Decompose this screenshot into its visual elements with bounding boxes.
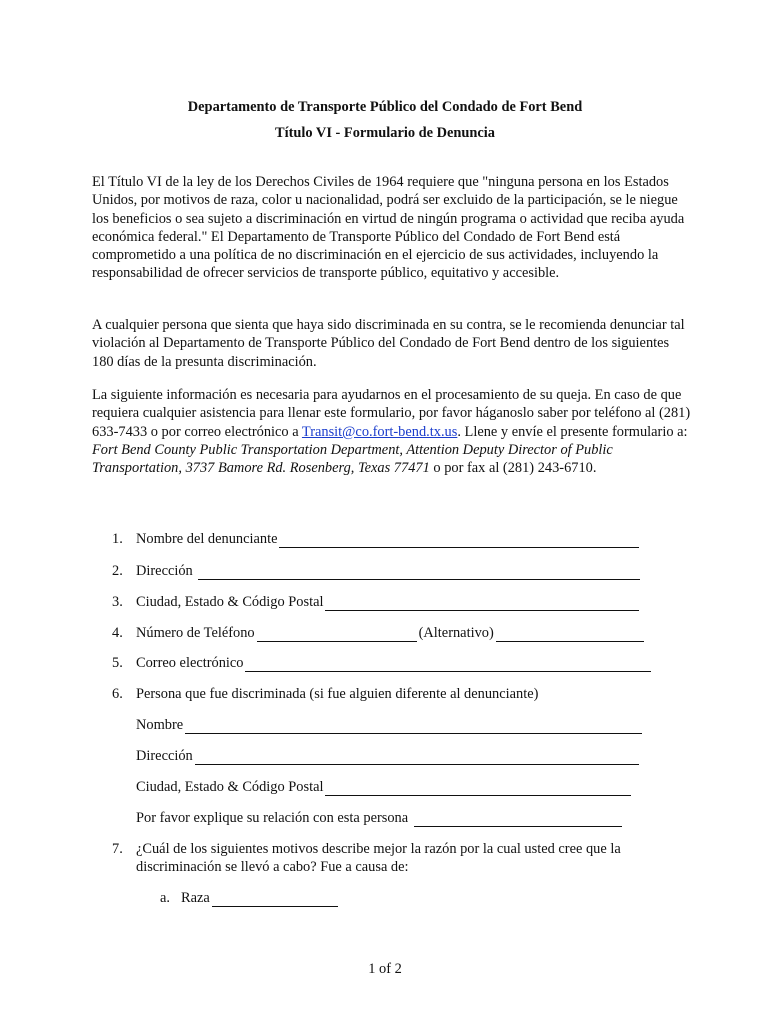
- intro-paragraph-2: A cualquier persona que sienta que haya sido discriminada en su contra, se le recomienda denunciar tal violación al Departamento de Transporte Público del Condado de Fort Bend dentro de los siguientes 180 días de la presunta discriminación.: [92, 317, 685, 370]
- email-field[interactable]: [245, 658, 651, 672]
- mailing-address: Fort Bend County Public Transportation Department, Attention Deputy Director of Public Transportation, 3737 Bamore Rd. Rosenberg, Texas 77471: [92, 441, 613, 477]
- race-option-field[interactable]: [212, 893, 338, 907]
- document-title: Departamento de Transporte Público del Condado de Fort Bend: [187, 99, 583, 115]
- city-state-zip-label: Ciudad, Estado & Código Postal: [136, 594, 324, 610]
- city-state-zip-field[interactable]: [325, 597, 639, 611]
- relationship-row: [136, 809, 622, 827]
- complainant-name-label: Nombre del denunciante: [136, 531, 278, 547]
- affected-address-row: [136, 747, 639, 765]
- reason-question-line1: [136, 840, 621, 858]
- page-number: 1 of 2: [368, 961, 402, 977]
- item-number-5: 5.: [112, 655, 123, 671]
- address-row: [136, 562, 640, 580]
- email-row: [136, 654, 651, 672]
- phone-field[interactable]: [257, 628, 417, 642]
- intro-paragraph-3: [92, 386, 692, 477]
- affected-name-field[interactable]: [185, 720, 642, 734]
- alt-phone-field[interactable]: [496, 628, 644, 642]
- complainant-name-row: [136, 530, 639, 548]
- item-number-7: 7.: [112, 841, 123, 857]
- affected-person-label: Persona que fue discriminada (si fue alguien diferente al denunciante): [136, 686, 539, 702]
- instructions-text: La siguiente información es necesaria para ayudarnos en el procesamiento de su queja. En caso de que requiera cualquier asistencia para llenar este formulario, por favor háganoslo saber por teléfono al (281) 633-7433 o por correo electrónico a: [92, 387, 691, 440]
- item-number-6: 6.: [112, 686, 123, 702]
- document-subtitle: Título VI - Formulario de Denuncia: [275, 125, 495, 141]
- affected-address-field[interactable]: [195, 751, 639, 765]
- address-field[interactable]: [198, 566, 640, 580]
- relationship-label: Por favor explique su relación con esta persona: [136, 810, 412, 826]
- instructions-text-cont: . Llene y envíe el presente formulario a:: [457, 423, 688, 440]
- affected-address-label: Dirección: [136, 748, 193, 764]
- intro-paragraph-1: El Título VI de la ley de los Derechos Civiles de 1964 requiere que "ninguna persona en los Estados Unidos, por motivos de raza, color u nacionalidad, podrá ser excluido de la participación, se le niegue los beneficios o sea sujeto a discriminación en virtud de ningún programa o actividad que reciba ayuda económica federal." El Departamento de Transporte Público del Condado de Fort Bend está comprometido a una política de no discriminación en el ejercicio de sus actividades, incluyendo la responsabilidad de ofrecer servicios de transporte público, equitativo y accesible.: [92, 174, 685, 282]
- reason-question-text: ¿Cuál de los siguientes motivos describe mejor la razón por la cual usted cree que la: [136, 841, 621, 857]
- race-option-row: [181, 889, 338, 907]
- item-number-3: 3.: [112, 594, 123, 610]
- affected-city-label: Ciudad, Estado & Código Postal: [136, 779, 324, 795]
- affected-name-row: [136, 716, 642, 734]
- reason-question-line2: [136, 858, 409, 876]
- affected-name-label: Nombre: [136, 717, 184, 733]
- item-number-2: 2.: [112, 563, 123, 579]
- race-option-label: Raza: [181, 890, 210, 906]
- fax-text: o por fax al (281) 243-6710.: [429, 460, 597, 477]
- affected-city-field[interactable]: [325, 782, 631, 796]
- item-number-1: 1.: [112, 531, 123, 547]
- email-link[interactable]: Transit@co.fort-bend.tx.us: [301, 423, 458, 440]
- alt-phone-label: (Alternativo): [418, 625, 494, 641]
- relationship-field[interactable]: [414, 813, 622, 827]
- reason-question-text-cont: discriminación se llevó a cabo? Fue a causa de:: [136, 859, 409, 875]
- address-label: Dirección: [136, 563, 197, 579]
- option-letter-a: a.: [160, 890, 170, 906]
- complainant-name-field[interactable]: [279, 534, 639, 548]
- email-label: Correo electrónico: [136, 655, 244, 671]
- affected-person-heading: [136, 685, 538, 703]
- affected-city-row: [136, 778, 631, 796]
- item-number-4: 4.: [112, 625, 123, 641]
- phone-label: Número de Teléfono: [136, 625, 255, 641]
- phone-row: [136, 624, 644, 642]
- city-state-zip-row: [136, 593, 639, 611]
